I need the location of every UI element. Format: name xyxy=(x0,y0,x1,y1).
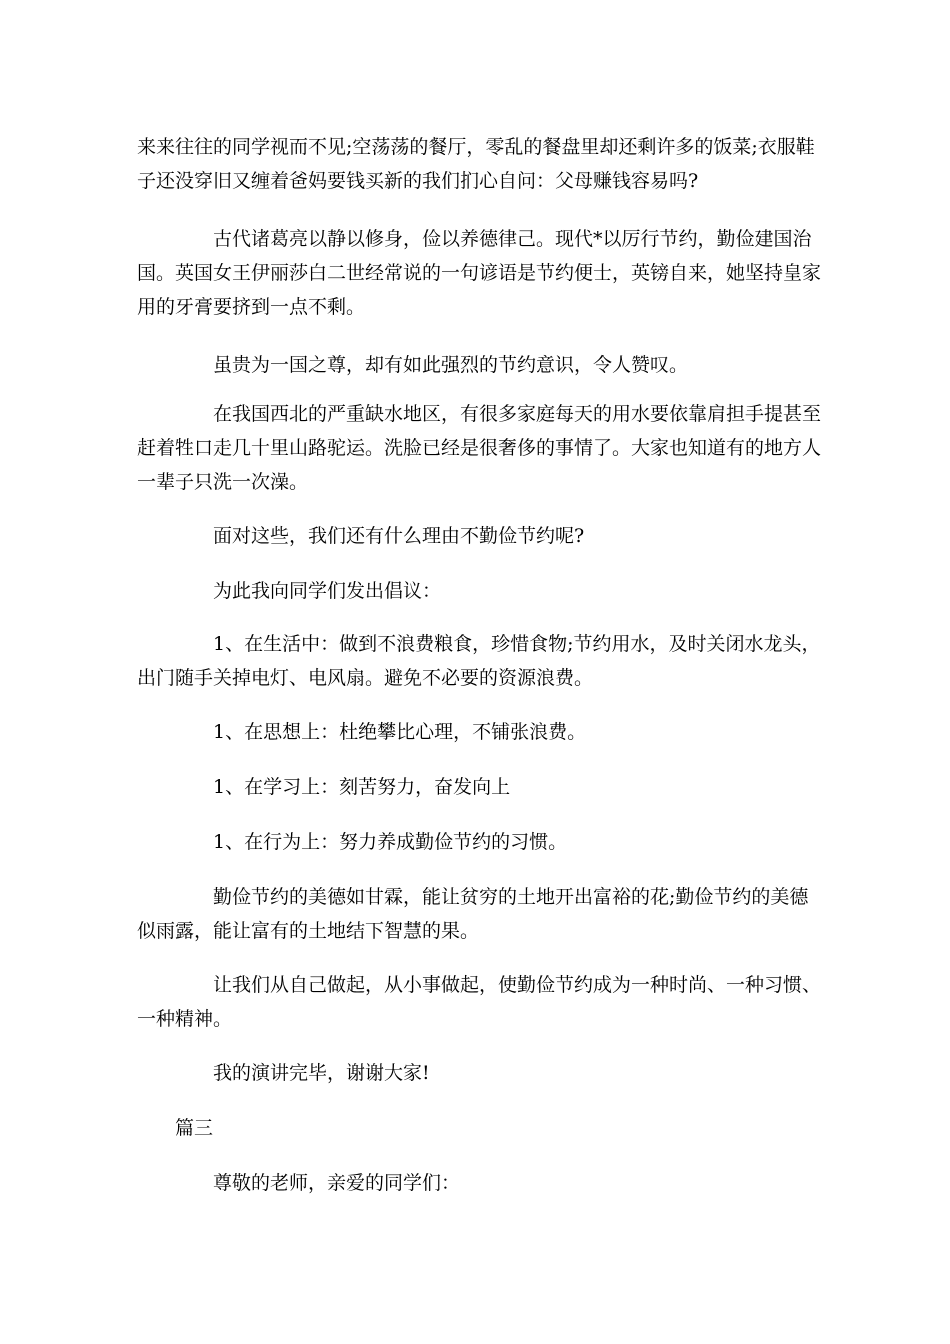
paragraph-3: 虽贵为一国之尊，却有如此强烈的节约意识，令人赞叹。 xyxy=(213,354,689,376)
paragraph-4: 在我国西北的严重缺水地区，有很多家庭每天的用水要依靠肩担手提甚至赶着牲口走几十里山路驼运。洗脸已经是很奢侈的事情了。大家也知道有的地方人一辈子只洗一次澡。 xyxy=(137,403,822,493)
paragraph-8: 1、在思想上：杜绝攀比心理，不铺张浪费。 xyxy=(213,721,587,743)
paragraph-12: 让我们从自己做起，从小事做起，使勤俭节约成为一种时尚、一种习惯、一种精神。 xyxy=(137,974,822,1030)
paragraph-7: 1、在生活中：做到不浪费粮食，珍惜食物;节约用水，及时关闭水龙头，出门随手关掉电灯、电风扇。避免不必要的资源浪费。 xyxy=(137,633,821,689)
paragraph-9: 1、在学习上：刻苦努力，奋发向上 xyxy=(213,776,511,798)
paragraph-6: 为此我向同学们发出倡议： xyxy=(213,580,442,602)
paragraph-5: 面对这些，我们还有什么理由不勤俭节约呢? xyxy=(213,525,585,547)
greeting: 尊敬的老师，亲爱的同学们： xyxy=(213,1172,461,1194)
paragraph-10: 1、在行为上：努力养成勤俭节约的习惯。 xyxy=(213,831,568,853)
section-heading: 篇三 xyxy=(175,1117,214,1139)
paragraph-11: 勤俭节约的美德如甘霖，能让贫穷的土地开出富裕的花;勤俭节约的美德似雨露，能让富有的土地结下智慧的果。 xyxy=(137,886,809,942)
paragraph-13: 我的演讲完毕，谢谢大家! xyxy=(213,1062,430,1084)
paragraph-1: 来来往往的同学视而不见;空荡荡的餐厅，零乱的餐盘里却还剩许多的饭菜;衣服鞋子还没穿旧又缠着爸妈要钱买新的我们扪心自问：父母赚钱容易吗? xyxy=(137,136,815,192)
paragraph-2: 古代诸葛亮以静以修身，俭以养德律己。现代*以厉行节约，勤俭建国治国。英国女王伊丽莎白二世经常说的一句谚语是节约便士，英镑自来，她坚持皇家用的牙膏要挤到一点不剩。 xyxy=(137,228,822,318)
